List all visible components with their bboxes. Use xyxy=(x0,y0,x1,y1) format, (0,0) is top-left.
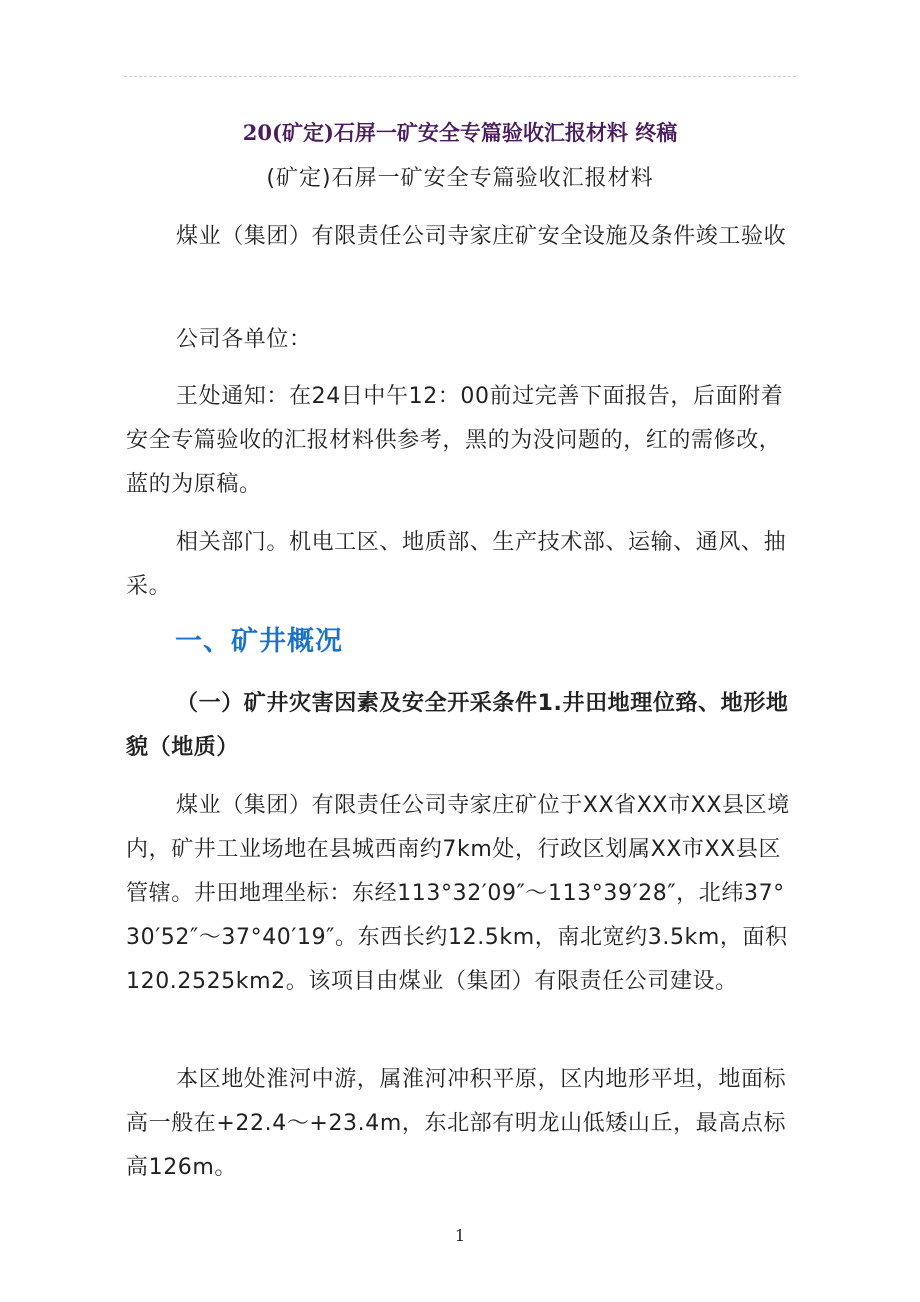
paragraph-acceptance: 煤业（集团）有限责任公司寺家庄矿安全设施及条件竣工验收 xyxy=(176,224,787,249)
page-number: 1 xyxy=(454,1226,466,1245)
subsection-heading: （一）矿井灾害因素及安全开采条件1.井田地理位臵、地形地貌（地质） xyxy=(126,691,789,760)
document-title: 20(矿定)石屏一矿安全专篇验收汇报材料 终稿 xyxy=(242,120,678,145)
section-heading: 一、矿井概况 xyxy=(175,626,343,657)
paragraph-salutation: 公司各单位： xyxy=(176,327,312,352)
header-divider xyxy=(124,76,796,77)
paragraph-terrain: 本区地处淮河中游，属淮河冲积平原，区内地形平坦，地面标高一般在+22.4～+23.4m，东北部有明龙山低矮山丘，最高点标高126m。 xyxy=(126,1067,787,1180)
document-subtitle: (矿定)石屏一矿安全专篇验收汇报材料 xyxy=(266,166,654,191)
paragraph-notice: 王处通知：在24日中午12：00前过完善下面报告，后面附着安全专篇验收的汇报材料供参考，黑的为没问题的，红的需修改，蓝的为原稿。 xyxy=(126,384,784,497)
paragraph-departments: 相关部门。机电工区、地质部、生产技术部、运输、通风、抽采。 xyxy=(126,530,787,599)
paragraph-location: 煤业（集团）有限责任公司寺家庄矿位于XX省XX市XX县区境内，矿井工业场地在县城西南约7km处，行政区划属XX市XX县区管辖。井田地理坐标：东经113°32′09″～113°39′28″，北纬37°30′52″～37°40′19″。东西长约12.5km，南北宽约3.5km，面积120.2525km2。该项目由煤业（集团）有限责任公司建设。 xyxy=(126,793,790,994)
